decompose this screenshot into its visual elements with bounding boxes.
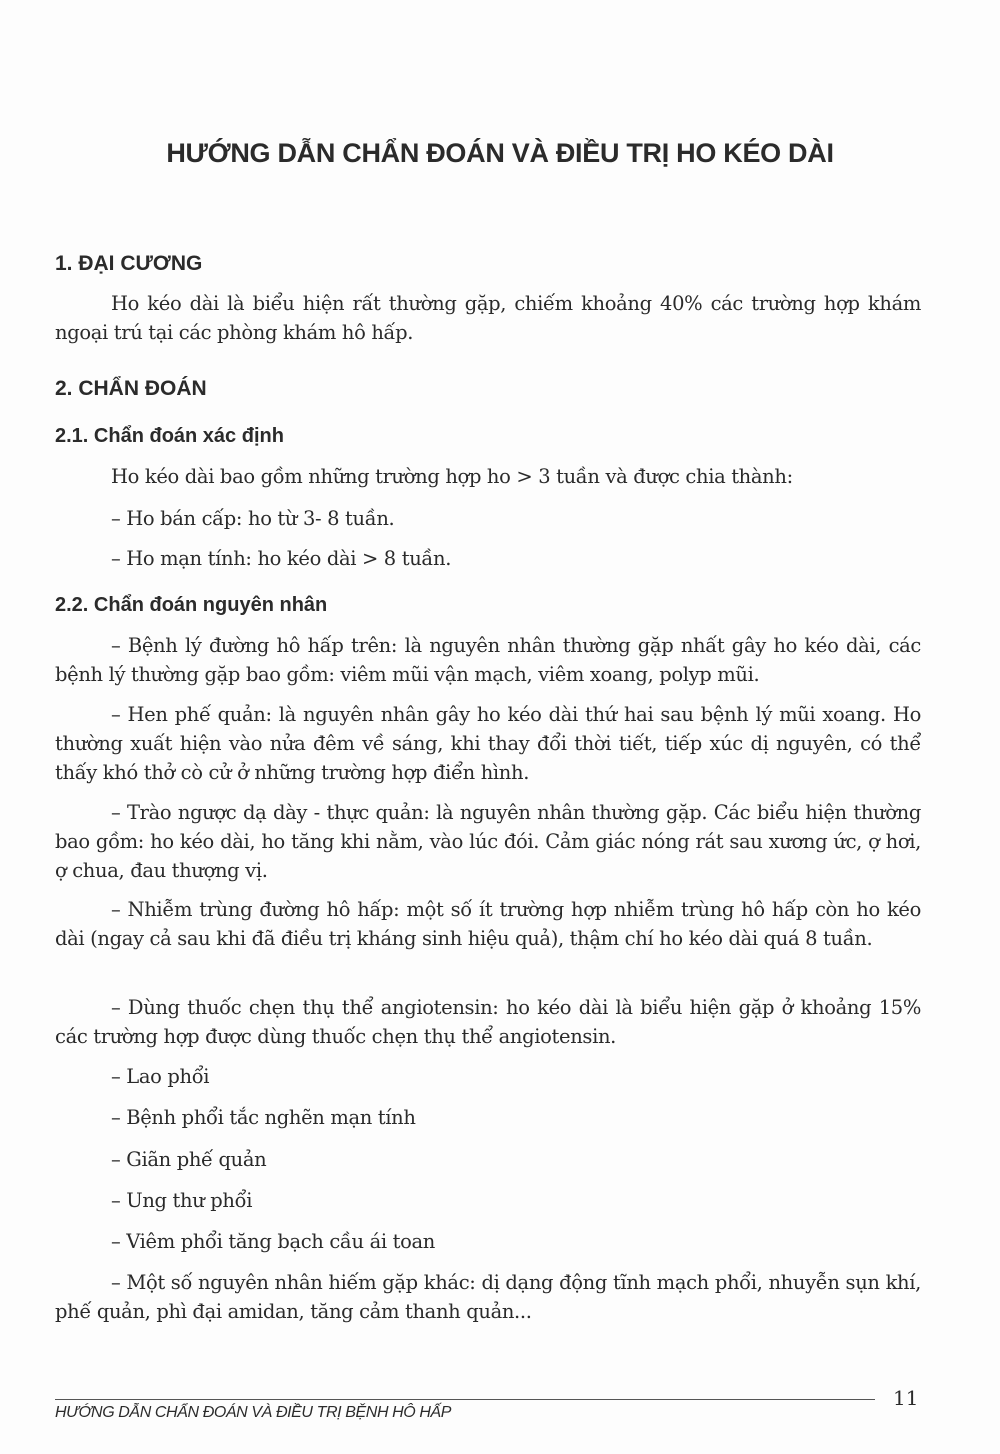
list-item: – Viêm phổi tăng bạch cầu ái toan [111, 1230, 435, 1253]
running-footer-title: HƯỚNG DẪN CHẨN ĐOÁN VÀ ĐIỀU TRỊ BỆNH HÔ HẤP [55, 1404, 452, 1421]
section-heading-chan-doan: 2. CHẨN ĐOÁN [55, 377, 207, 400]
paragraph-cause: – Nhiễm trùng đường hô hấp: một số ít trường hợp nhiễm trùng hô hấp còn ho kéo dài (ngay cả sau khi đã điều trị kháng sinh hiệu quả), thậm chí ho kéo dài quá 8 tuần. [55, 898, 921, 950]
paragraph-cause: – Trào ngược dạ dày - thực quản: là nguyên nhân thường gặp. Các biểu hiện thường bao gồm: ho kéo dài, ho tăng khi nằm, vào lúc đói. Cảm giác nóng rát sau xương ức, ợ hơi, ợ chua, đau thượng vị. [55, 801, 921, 882]
paragraph-dai-cuong: Ho kéo dài là biểu hiện rất thường gặp, chiếm khoảng 40% các trường hợp khám ngoại trú tại các phòng khám hô hấp. [55, 292, 921, 344]
paragraph-cause: – Hen phế quản: là nguyên nhân gây ho kéo dài thứ hai sau bệnh lý mũi xoang. Ho thường xuất hiện vào nửa đêm về sáng, khi thay đổi thời tiết, tiếp xúc dị nguyên, có thể thấy khó thở cò cử ở những trường hợp điển hình. [55, 703, 921, 784]
subsection-heading-chan-doan-xac-dinh: 2.1. Chẩn đoán xác định [55, 425, 284, 447]
paragraph-chan-doan-xac-dinh: Ho kéo dài bao gồm những trường hợp ho > 3 tuần và được chia thành: [111, 465, 793, 488]
list-item: – Giãn phế quản [111, 1148, 267, 1171]
page-title: HƯỚNG DẪN CHẨN ĐOÁN VÀ ĐIỀU TRỊ HO KÉO DÀI [166, 138, 834, 168]
list-item: – Bệnh phổi tắc nghẽn mạn tính [111, 1106, 416, 1129]
paragraph-cause: – Dùng thuốc chẹn thụ thể angiotensin: ho kéo dài là biểu hiện gặp ở khoảng 15% các trường hợp được dùng thuốc chẹn thụ thể angiotensin. [55, 996, 921, 1048]
list-item: – Ung thư phổi [111, 1189, 253, 1212]
section-heading-dai-cuong: 1. ĐẠI CƯƠNG [55, 252, 203, 275]
list-item: – Ho mạn tính: ho kéo dài > 8 tuần. [111, 547, 452, 570]
list-item: – Lao phổi [111, 1065, 210, 1088]
paragraph-rare-causes: – Một số nguyên nhân hiếm gặp khác: dị dạng động tĩnh mạch phổi, nhuyễn sụn khí, phế quản, phì đại amidan, tăng cảm thanh quản... [55, 1271, 921, 1323]
list-item: – Ho bán cấp: ho từ 3- 8 tuần. [111, 507, 395, 530]
subsection-heading-chan-doan-nguyen-nhan: 2.2. Chẩn đoán nguyên nhân [55, 594, 328, 616]
page-number: 11 [893, 1386, 919, 1410]
paragraph-cause: – Bệnh lý đường hô hấp trên: là nguyên nhân thường gặp nhất gây ho kéo dài, các bệnh lý thường gặp bao gồm: viêm mũi vận mạch, viêm xoang, polyp mũi. [55, 634, 921, 686]
footer-divider [55, 1399, 875, 1400]
